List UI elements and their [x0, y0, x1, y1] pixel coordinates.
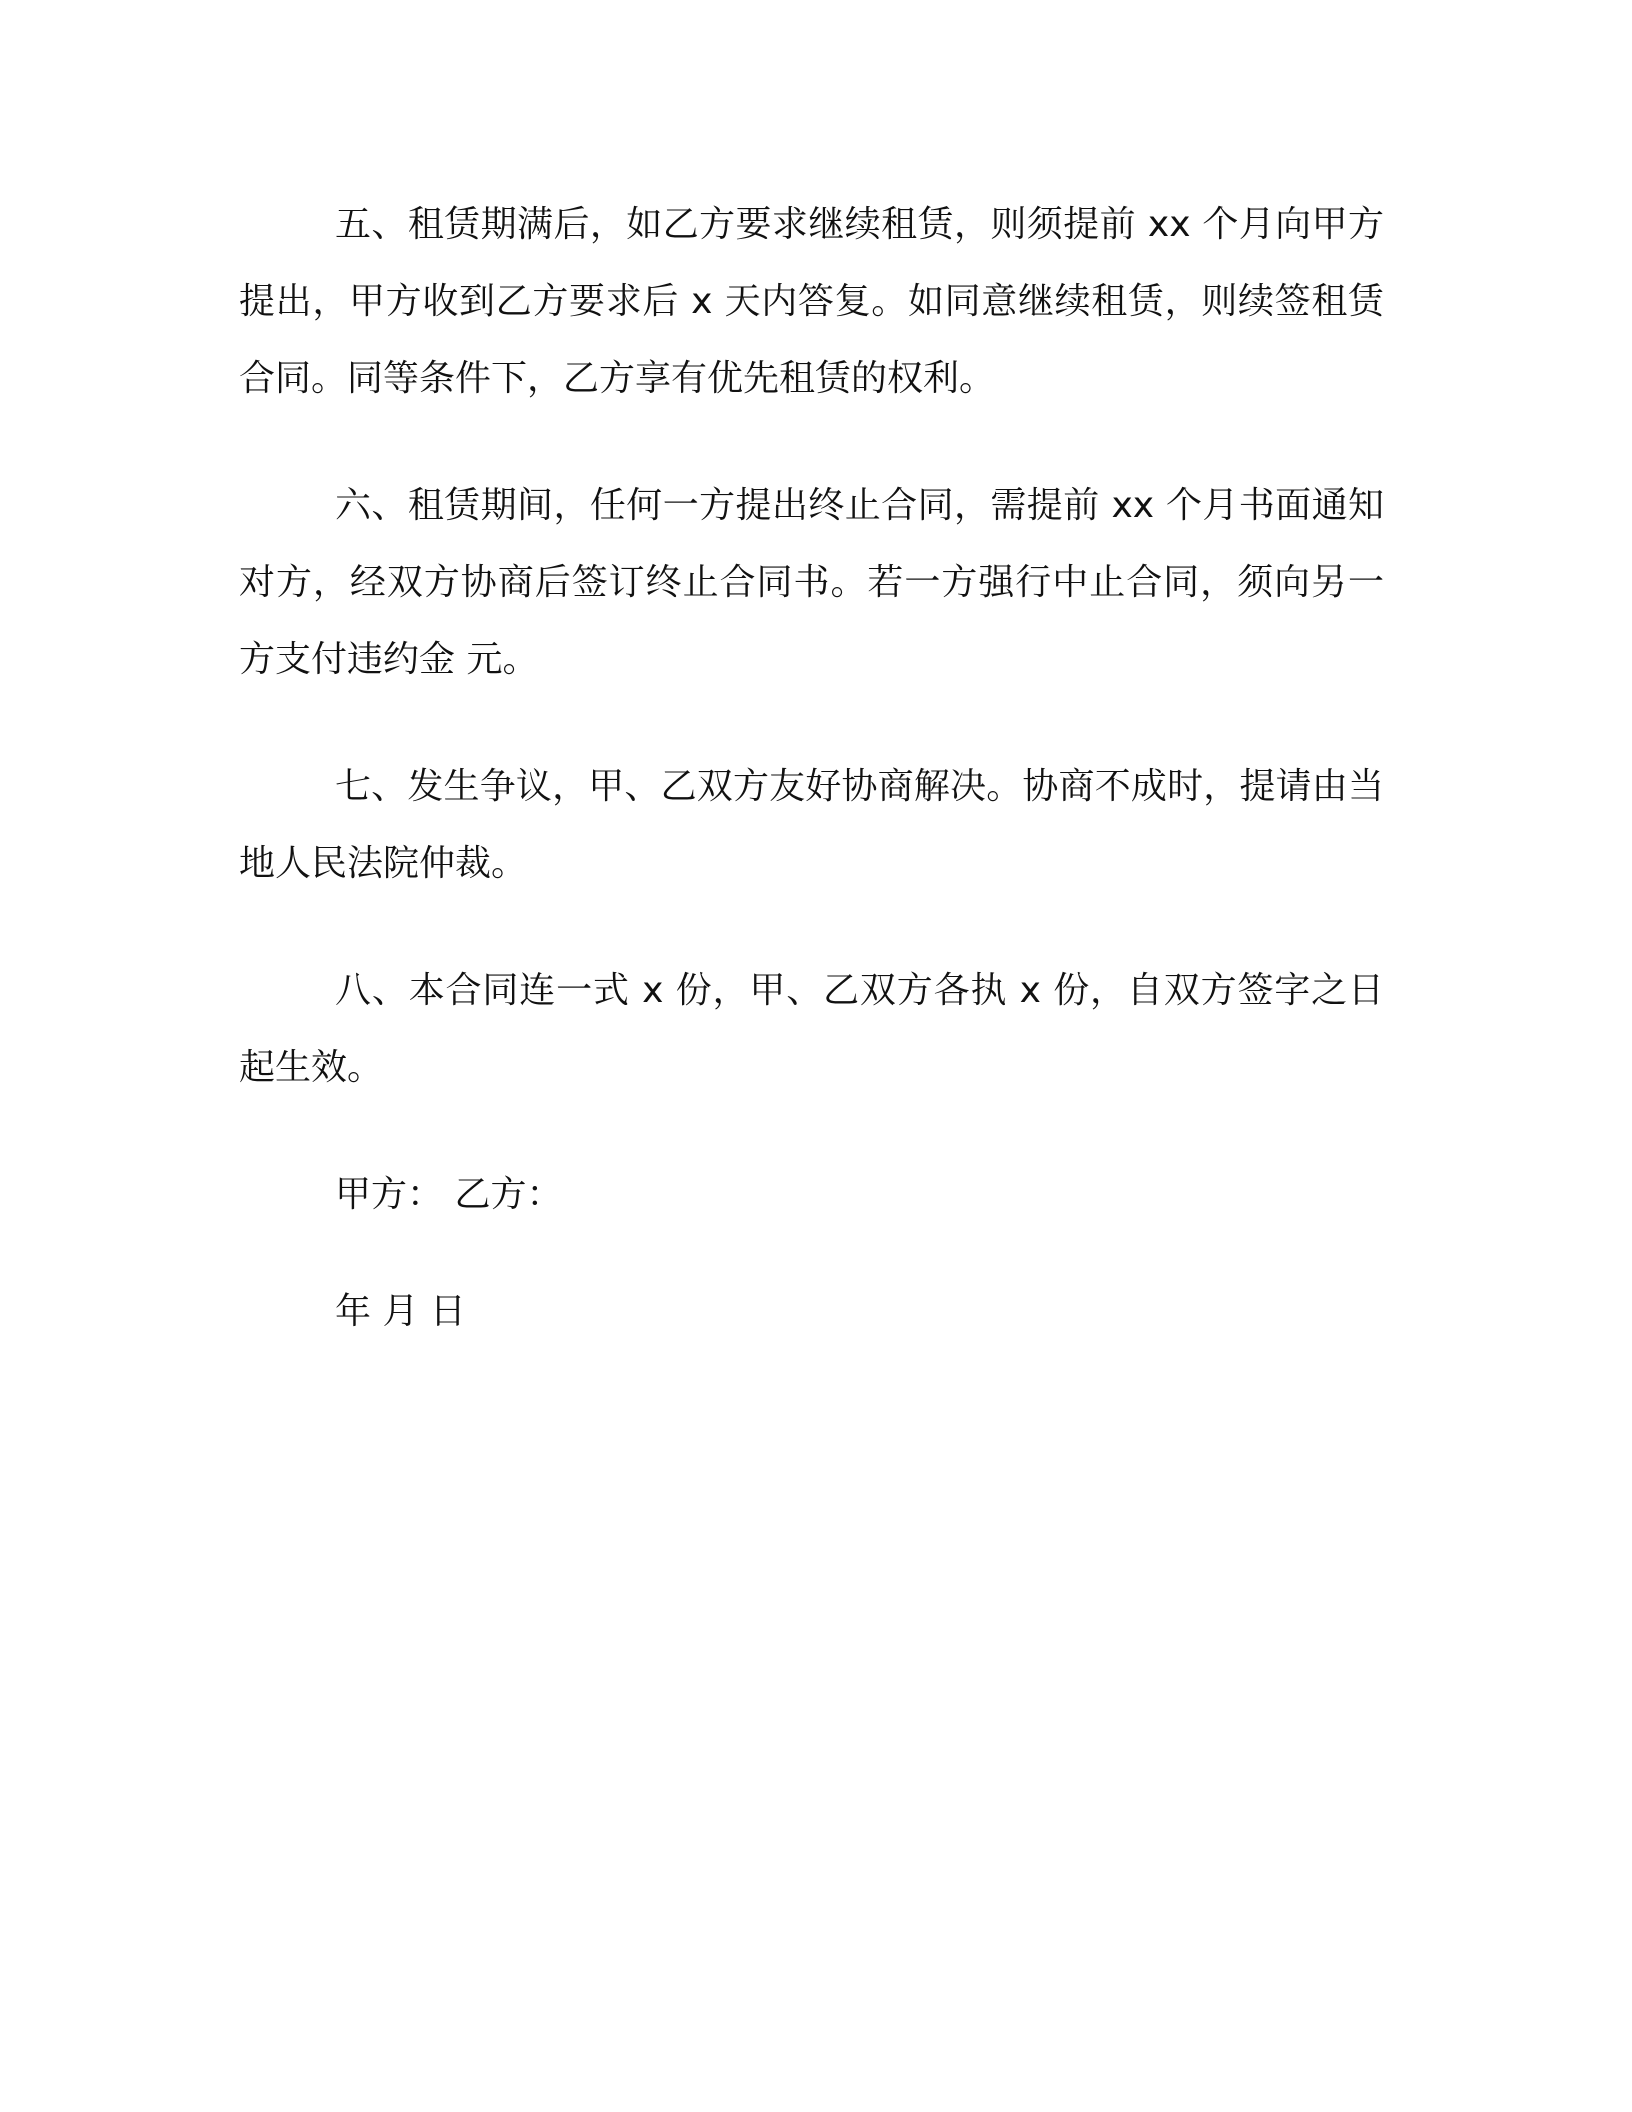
document-body	[239, 186, 1384, 1390]
clause-8: 八、本合同连一式 x 份，甲、乙双方各执 x 份，自双方签字之日起生效。	[239, 970, 1384, 1088]
signature-line: 甲方： 乙方：	[335, 1174, 563, 1215]
clause-7: 七、发生争议，甲、乙双方友好协商解决。协商不成时，提请由当地人民法院仲裁。	[239, 766, 1384, 884]
date-line: 年 月 日	[335, 1291, 466, 1332]
clause-6: 六、租赁期间，任何一方提出终止合同，需提前 xx 个月书面通知对方，经双方协商后签订终止合同书。若一方强行中止合同，须向另一方支付违约金 元。	[239, 485, 1384, 680]
clause-5: 五、租赁期满后，如乙方要求继续租赁，则须提前 xx 个月向甲方提出，甲方收到乙方要求后 x 天内答复。如同意继续租赁，则续签租赁合同。同等条件下，乙方享有优先租赁的权利。	[239, 204, 1384, 399]
